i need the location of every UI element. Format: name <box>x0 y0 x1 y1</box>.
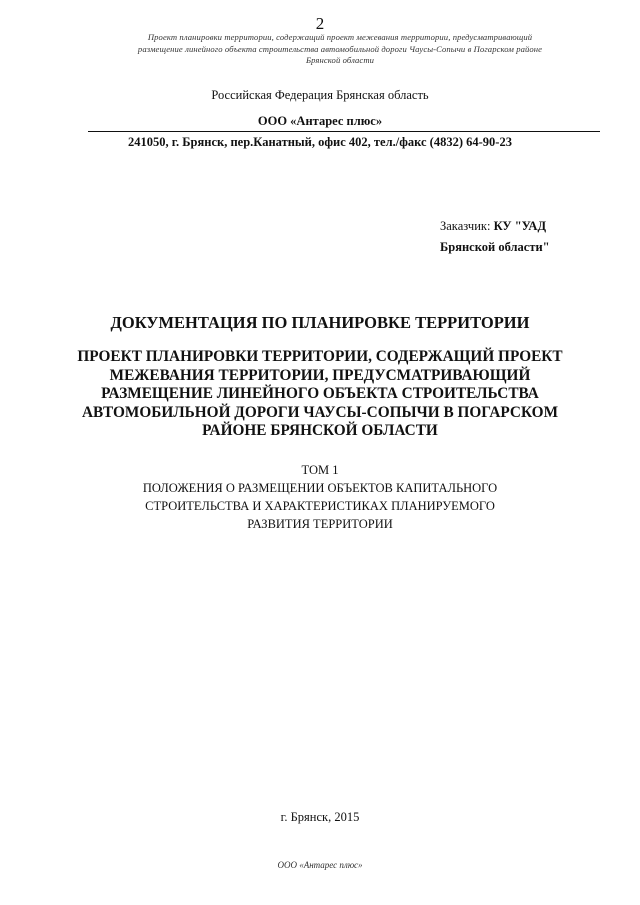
project-title-line: МЕЖЕВАНИЯ ТЕРРИТОРИИ, ПРЕДУСМАТРИВАЮЩИЙ <box>109 366 531 384</box>
federation-line: Российская Федерация Брянская область <box>211 88 429 102</box>
company-address: 241050, г. Брянск, пер.Канатный, офис 402, тел./факс (4832) 64-90-23 <box>128 135 512 149</box>
volume-description-line: ПОЛОЖЕНИЯ О РАЗМЕЩЕНИИ ОБЪЕКТОВ КАПИТАЛЬНОГО <box>142 481 498 495</box>
page-number: 2 <box>315 14 325 33</box>
project-title-line: РАЗМЕЩЕНИЕ ЛИНЕЙНОГО ОБЪЕКТА СТРОИТЕЛЬСТВА <box>101 385 539 402</box>
project-title-line: РАЙОНЕ БРЯНСКОЙ ОБЛАСТИ <box>202 422 438 439</box>
running-header-line: Брянской области <box>305 55 375 65</box>
running-header-line: размещение линейного объекта строительства автомобильной дороги Чаусы-Сопычи в Погарском районе <box>137 43 543 54</box>
document-title: ДОКУМЕНТАЦИЯ ПО ПЛАНИРОВКЕ ТЕРРИТОРИИ <box>110 313 530 332</box>
running-header <box>80 32 600 67</box>
volume-number: ТОМ 1 <box>301 463 339 477</box>
customer-name-line2: Брянской области" <box>440 240 550 254</box>
project-title-line: ПРОЕКТ ПЛАНИРОВКИ ТЕРРИТОРИИ, СОДЕРЖАЩИЙ ПРОЕКТ <box>77 348 563 365</box>
volume-description <box>80 479 560 533</box>
customer-label: Заказчик: <box>440 219 491 233</box>
project-title <box>60 348 580 441</box>
company-name: ООО «Антарес плюс» <box>257 114 383 128</box>
volume-description-line: СТРОИТЕЛЬСТВА И ХАРАКТЕРИСТИКАХ ПЛАНИРУЕМОГО <box>145 499 495 513</box>
project-title-line: АВТОМОБИЛЬНОЙ ДОРОГИ ЧАУСЫ-СОПЫЧИ В ПОГАРСКОМ <box>81 403 559 421</box>
running-footer: ООО «Антарес плюс» <box>277 860 363 870</box>
running-header-line: Проект планировки территории, содержащий проект межевания территории, предусматривающий <box>147 32 533 42</box>
city-year: г. Брянск, 2015 <box>280 810 360 824</box>
customer-block <box>440 216 630 258</box>
customer-name-line1: КУ "УАД <box>493 219 547 233</box>
header-divider <box>88 131 600 132</box>
volume-description-line: РАЗВИТИЯ ТЕРРИТОРИИ <box>247 517 393 531</box>
